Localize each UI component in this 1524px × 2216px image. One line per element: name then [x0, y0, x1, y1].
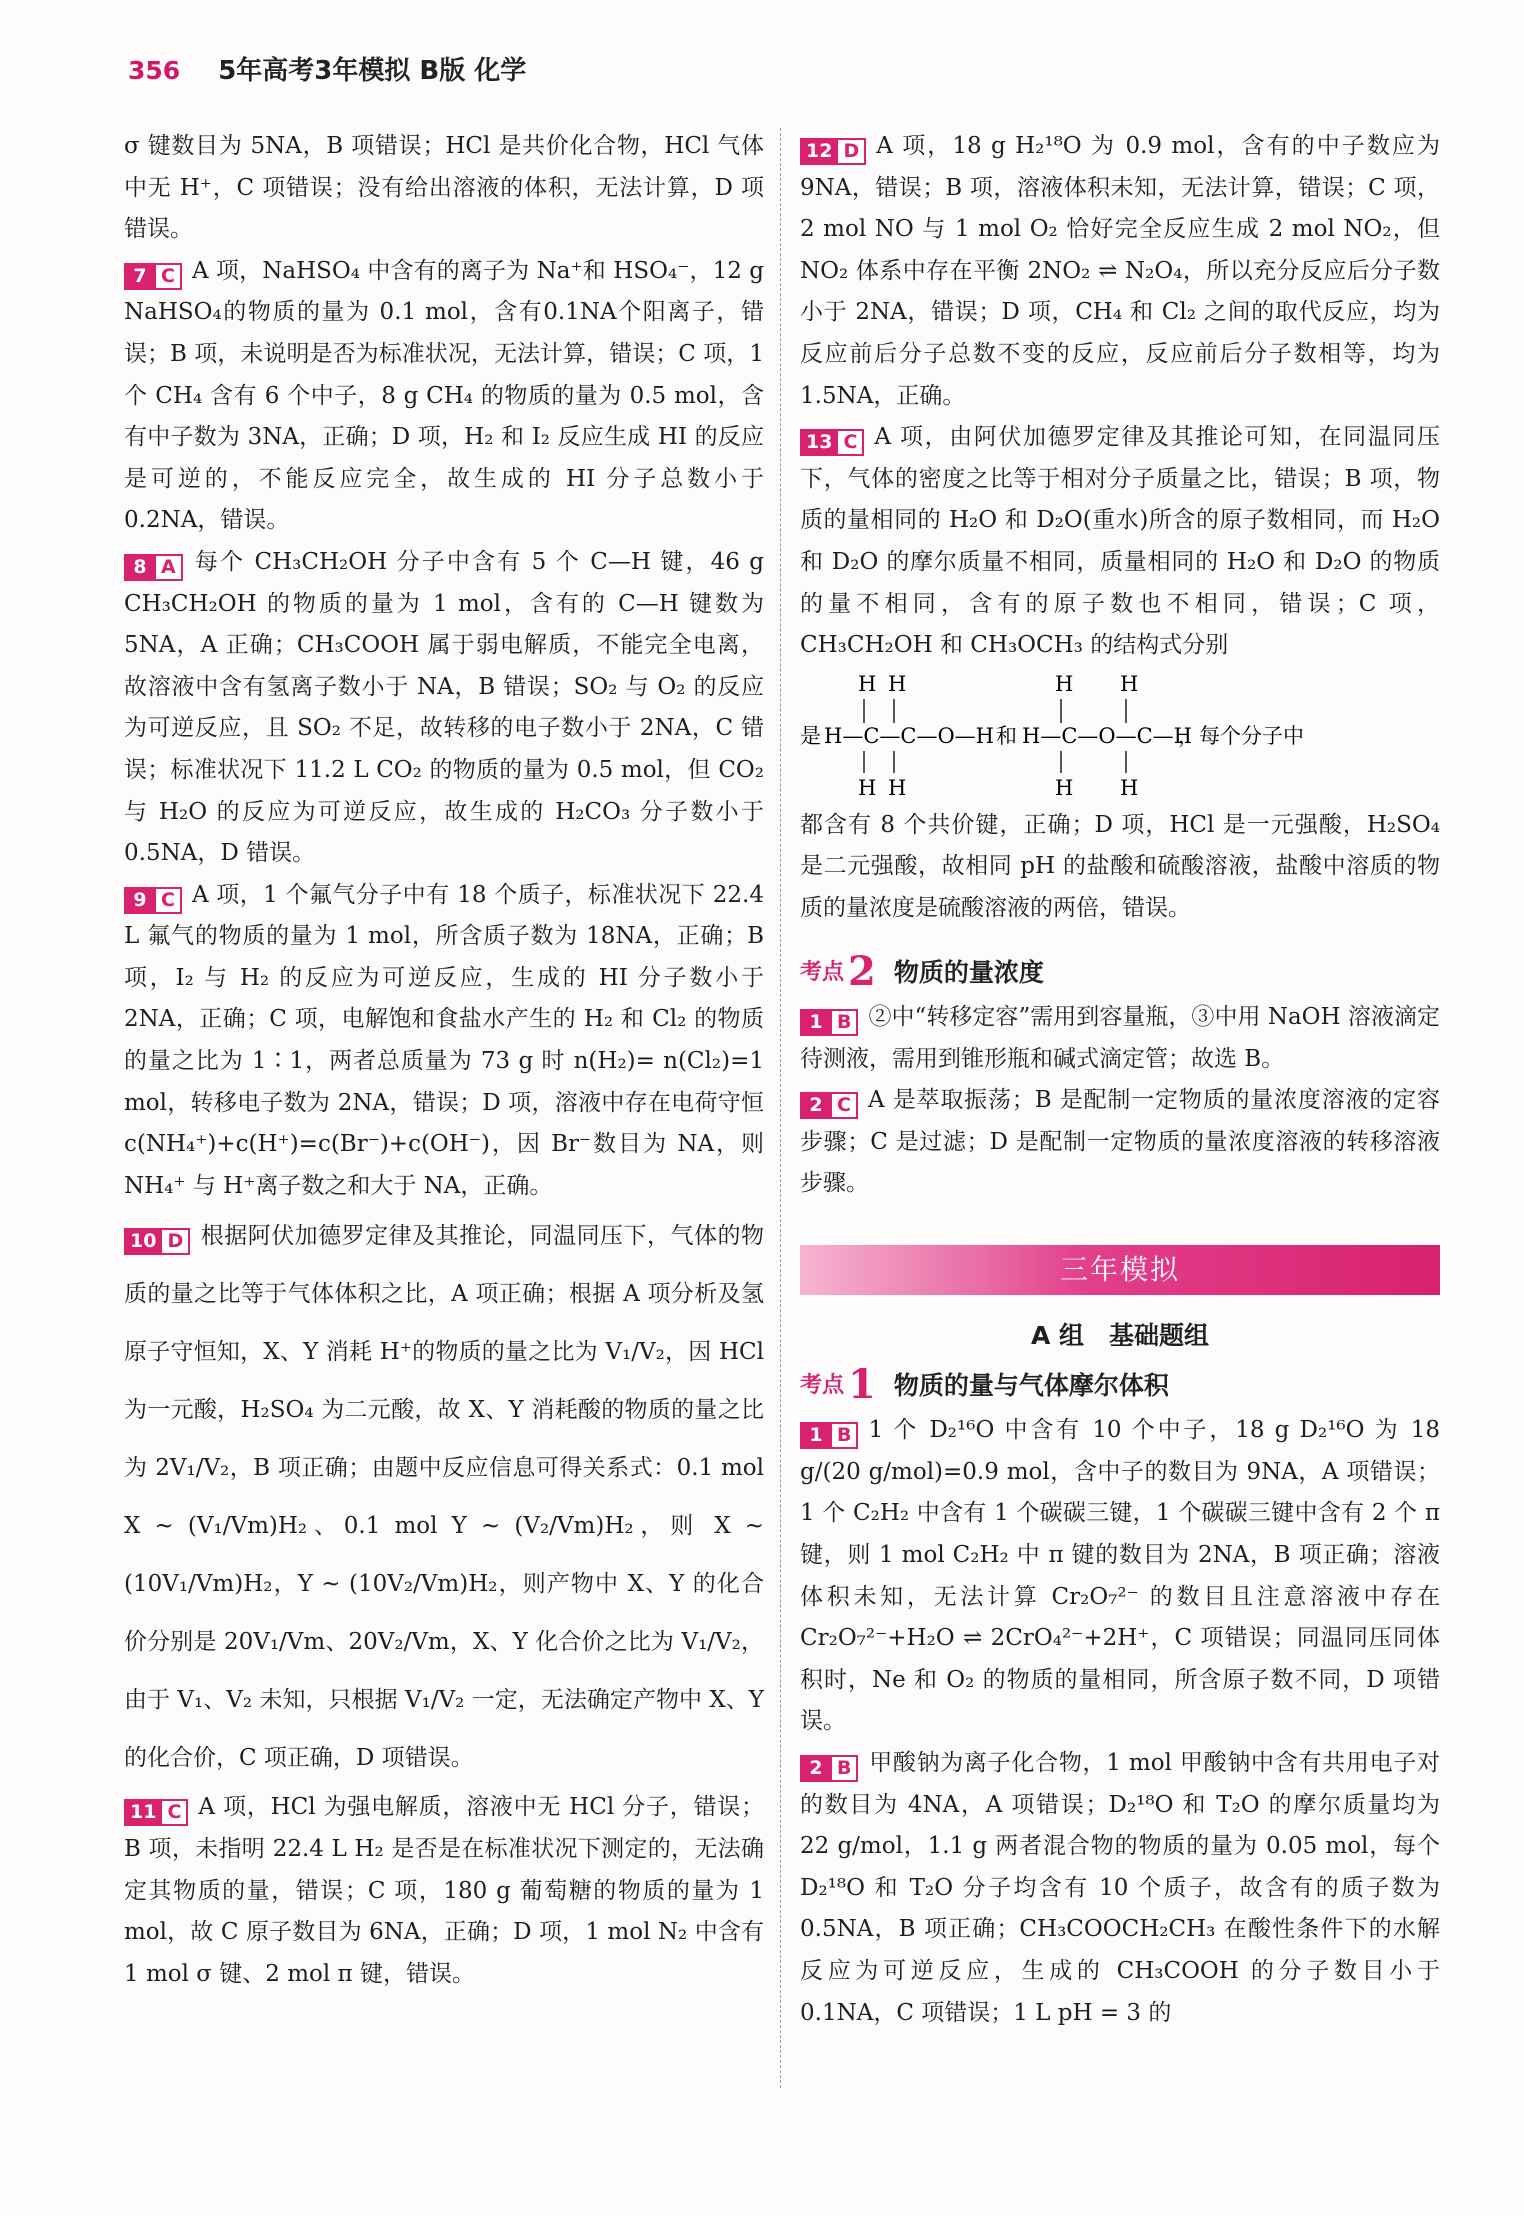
answer-item-s2-2: [800, 1080, 1440, 1205]
svg-text:H: H: [1055, 775, 1074, 800]
dimethyl-ether-structure: [1022, 672, 1192, 800]
answer-item-7: [124, 251, 764, 542]
svg-text:H: H: [888, 775, 907, 800]
answer-item-s2-1: [800, 997, 1440, 1080]
svg-text:H: H: [1120, 775, 1139, 800]
struct-mid: 和: [996, 723, 1017, 748]
answer-item-13-cont: 都含有 8 个共价键，正确；D 项，HCl 是一元强酸，H₂SO₄ 是二元强酸，故相同 pH 的盐酸和硫酸溶液，盐酸中溶质的物质的量浓度是硫酸溶液的两倍，错误。: [800, 811, 1440, 921]
svg-text:H: H: [858, 775, 877, 800]
answer-badge: 8 A: [124, 554, 183, 581]
answer-badge: 1 B: [800, 1422, 858, 1449]
answer-item-8: [124, 542, 764, 875]
answer-text: A 是萃取振荡；B 是配制一定物质的量浓度溶液的定容步骤；C 是过滤；D 是配制一定物质的量浓度溶液的转移溶液步骤。: [800, 1087, 1440, 1197]
answer-badge: 10 D: [124, 1228, 190, 1255]
answer-badge: 7 C: [124, 263, 182, 290]
answer-item-11: [124, 1787, 764, 1995]
left-column: [124, 126, 764, 1995]
answer-text: 甲酸钠为离子化合物，1 mol 甲酸钠中含有共用电子对的数目为 4NA，A 项错误；D₂¹⁸O 和 T₂O 的摩尔质量均为 22 g/mol，1.1 g 两者混合物的物质的量为 0.05 mol，每个 D₂¹⁸O 和 T₂O 分子均含有 10 个质子，故含有的质子数为 0.5NA，B 项正确；CH₃COOCH₂CH₃ 在酸性条件下的水解反应为可逆反应，生成的 CH₃COOH 的分子数目小于 0.1NA，C 项错误；1 L pH = 3 的: [800, 1750, 1440, 2026]
answer-text: ②中“转移定容”需用到容量瓶，③中用 NaOH 溶液滴定待测液，需用到锥形瓶和碱式滴定管；故选 B。: [800, 1004, 1440, 1072]
answer-item-s1-2: [800, 1743, 1440, 2034]
answer-text: A 项，18 g H₂¹⁸O 为 0.9 mol，含有的中子数应为 9NA，错误；B 项，溶液体积未知，无法计算，错误；C 项，2 mol NO 与 1 mol O₂ 恰好完全反应生成 2 mol NO₂，但 NO₂ 体系中存在平衡 2NO₂ ⇌ N₂O₄，所以充分反应后分子数小于 2NA，错误；D 项，CH₄ 和 Cl₂ 之间的取代反应，均为反应前后分子总数不变的反应，反应前后分子数相等，均为 1.5NA，正确。: [800, 133, 1440, 409]
svg-text:H: H: [888, 671, 907, 696]
answer-text: 根据阿伏加德罗定律及其推论，同温同压下，气体的物质的量之比等于气体体积之比，A 项正确；根据 A 项分析及氢原子守恒知，X、Y 消耗 H⁺的物质的量之比为 V₁/V₂，因 HCl 为一元酸，H₂SO₄ 为二元酸，故 X、Y 消耗酸的物质的量之比为 2V₁/V₂，B 项正确；由题中反应信息可得关系式：0.1 mol X ~ (V₁/Vm)H₂、0.1 mol Y ~ (V₂/Vm)H₂，则 X ~ (10V₁/Vm)H₂，Y ~ (10V₂/Vm)H₂，则产物中 X、Y 的化合价分别是 20V₁/Vm、20V₂/Vm，X、Y 化合价之比为 V₁/V₂，由于 V₁、V₂ 未知，只根据 V₁/V₂ 一定，无法确定产物中 X、Y 的化合价，C 项正确，D 项错误。: [124, 1223, 764, 1772]
answer-badge: 13 C: [800, 429, 864, 456]
answer-badge: 11 C: [124, 1799, 188, 1826]
svg-text:H: H: [1055, 671, 1074, 696]
answer-badge: 9 C: [124, 887, 182, 914]
answer-badge: 1 B: [800, 1009, 858, 1036]
svg-text:H: H: [858, 671, 877, 696]
intro-paragraph: σ 键数目为 5NA，B 项错误；HCl 是共价化合物，HCl 气体中无 H⁺，C 项错误；没有给出溶液的体积，无法计算，D 项错误。: [124, 133, 764, 243]
answer-item-9: [124, 875, 764, 1208]
page-number: 356: [128, 56, 181, 85]
svg-text:H—C—C—O—H: H—C—C—O—H: [824, 723, 994, 748]
svg-text:H: H: [1120, 671, 1139, 696]
svg-text:H—C—O—C—H: H—C—O—C—H: [1022, 723, 1192, 748]
answer-item-10: [124, 1207, 764, 1787]
answer-text: 每个 CH₃CH₂OH 分子中含有 5 个 C—H 键，46 g CH₃CH₂OH 的物质的量为 1 mol，含有的 C—H 键数为 5NA，A 正确；CH₃COOH 属于弱电解质，不能完全电离，故溶液中含有氢离子数小于 NA，B 错误；SO₂ 与 O₂ 的反应为可逆反应，且 SO₂ 不足，故转移的电子数小于 2NA，C 错误；标准状况下 11.2 L CO₂ 的物质的量为 0.5 mol，但 CO₂ 与 H₂O 的反应为可逆反应，故生成的 H₂CO₃ 分子数小于 0.5NA，D 错误。: [124, 548, 764, 867]
answer-item-13: [800, 417, 1440, 667]
answer-badge: 2 C: [800, 1092, 858, 1119]
answer-text: A 项，HCl 为强电解质，溶液中无 HCl 分子，错误；B 项，未指明 22.4 L H₂ 是否是在标准状况下测定的，无法确定其物质的量，错误；C 项，180 g 葡萄糖的物质的量为 1 mol，故 C 原子数目为 6NA，正确；D 项，1 mol N₂ 中含有 1 mol σ 键、2 mol π 键，错误。: [124, 1794, 764, 1987]
answer-text: A 项，1 个氟气分子中有 18 个质子，标准状况下 22.4 L 氟气的物质的量为 1 mol，所含质子数为 18NA，正确；B 项，I₂ 与 H₂ 的反应为可逆反应，生成的 HI 分子数小于 2NA，正确；C 项，电解饱和食盐水产生的 H₂ 和 Cl₂ 的物质的量之比为 1∶1，两者总质量为 73 g 时 n(H₂)= n(Cl₂)=1 mol，转移电子数为 2NA，错误；D 项，溶液中存在电荷守恒 c(NH₄⁺)+c(H⁺)=c(Br⁻)+c(OH⁻)，因 Br⁻数目为 NA，则 NH₄⁺ 与 H⁺离子数之和大于 NA，正确。: [124, 881, 764, 1199]
answer-badge: 2 B: [800, 1755, 858, 1782]
answer-text: A 项，NaHSO₄ 中含有的离子为 Na⁺和 HSO₄⁻，12 g NaHSO₄的物质的量为 0.1 mol，含有0.1NA个阳离子，错误；B 项，未说明是否为标准状况，无法计算，错误；C 项，1 个 CH₄ 含有 6 个中子，8 g CH₄ 的物质的量为 0.5 mol，含有中子数为 3NA，正确；D 项，H₂ 和 I₂ 反应生成 HI 的反应是可逆的，不能反应完全，故生成的 HI 分子总数小于0.2NA，错误。: [124, 257, 764, 534]
answer-text: A 项，由阿伏加德罗定律及其推论可知，在同温同压下，气体的密度之比等于相对分子质量之比，错误；B 项，物质的量相同的 H₂O 和 D₂O(重水)所含的原子数相同，而 H₂O 和 D₂O 的摩尔质量不相同，质量相同的 H₂O 和 D₂O 的物质的量不相同，含有的原子数也不相同，错误；C 项，CH₃CH₂OH 和 CH₃OCH₃ 的结构式分别: [800, 424, 1440, 659]
book-title: 5年高考3年模拟 B版 化学: [218, 56, 527, 86]
section-heading-2: 考点 2 物质的量浓度: [800, 948, 1044, 996]
answer-item-12: [800, 126, 1440, 417]
answer-badge: 12 D: [800, 138, 866, 165]
column-divider: [780, 128, 781, 2088]
structural-formulas: [800, 671, 1440, 801]
struct-prefix: 是: [800, 723, 821, 748]
answer-text: 1 个 D₂¹⁶O 中含有 10 个中子，18 g D₂¹⁶O 为 18 g/(20 g/mol)=0.9 mol，含中子的数目为 9NA，A 项错误；1 个 C₂H₂ 中含有 1 个碳碳三键，1 个碳碳三键中含有 2 个 π 键，则 1 mol C₂H₂ 中 π 键的数目为 2NA，B 项正确；溶液体积未知，无法计算 Cr₂O₇²⁻ 的数目且注意溶液中存在 Cr₂O₇²⁻+H₂O ⇌ 2CrO₄²⁻+2H⁺，C 项错误；同温同压同体积时，Ne 和 O₂ 的物质的量相同，所含原子数不同，D 项错误。: [800, 1417, 1440, 1735]
struct-suffix: ，每个分子中: [1178, 723, 1304, 748]
section-banner: 三年模拟: [800, 1245, 1440, 1295]
page-header: [128, 50, 526, 90]
ethanol-structure: [824, 672, 994, 800]
answer-item-s1-1: [800, 1410, 1440, 1743]
section-heading-1: 考点 1 物质的量与气体摩尔体积: [800, 1361, 1169, 1409]
group-heading: A 组 基础题组: [1030, 1321, 1210, 1351]
right-column: [800, 126, 1440, 2034]
structural-formula-diagram: [800, 671, 1440, 801]
